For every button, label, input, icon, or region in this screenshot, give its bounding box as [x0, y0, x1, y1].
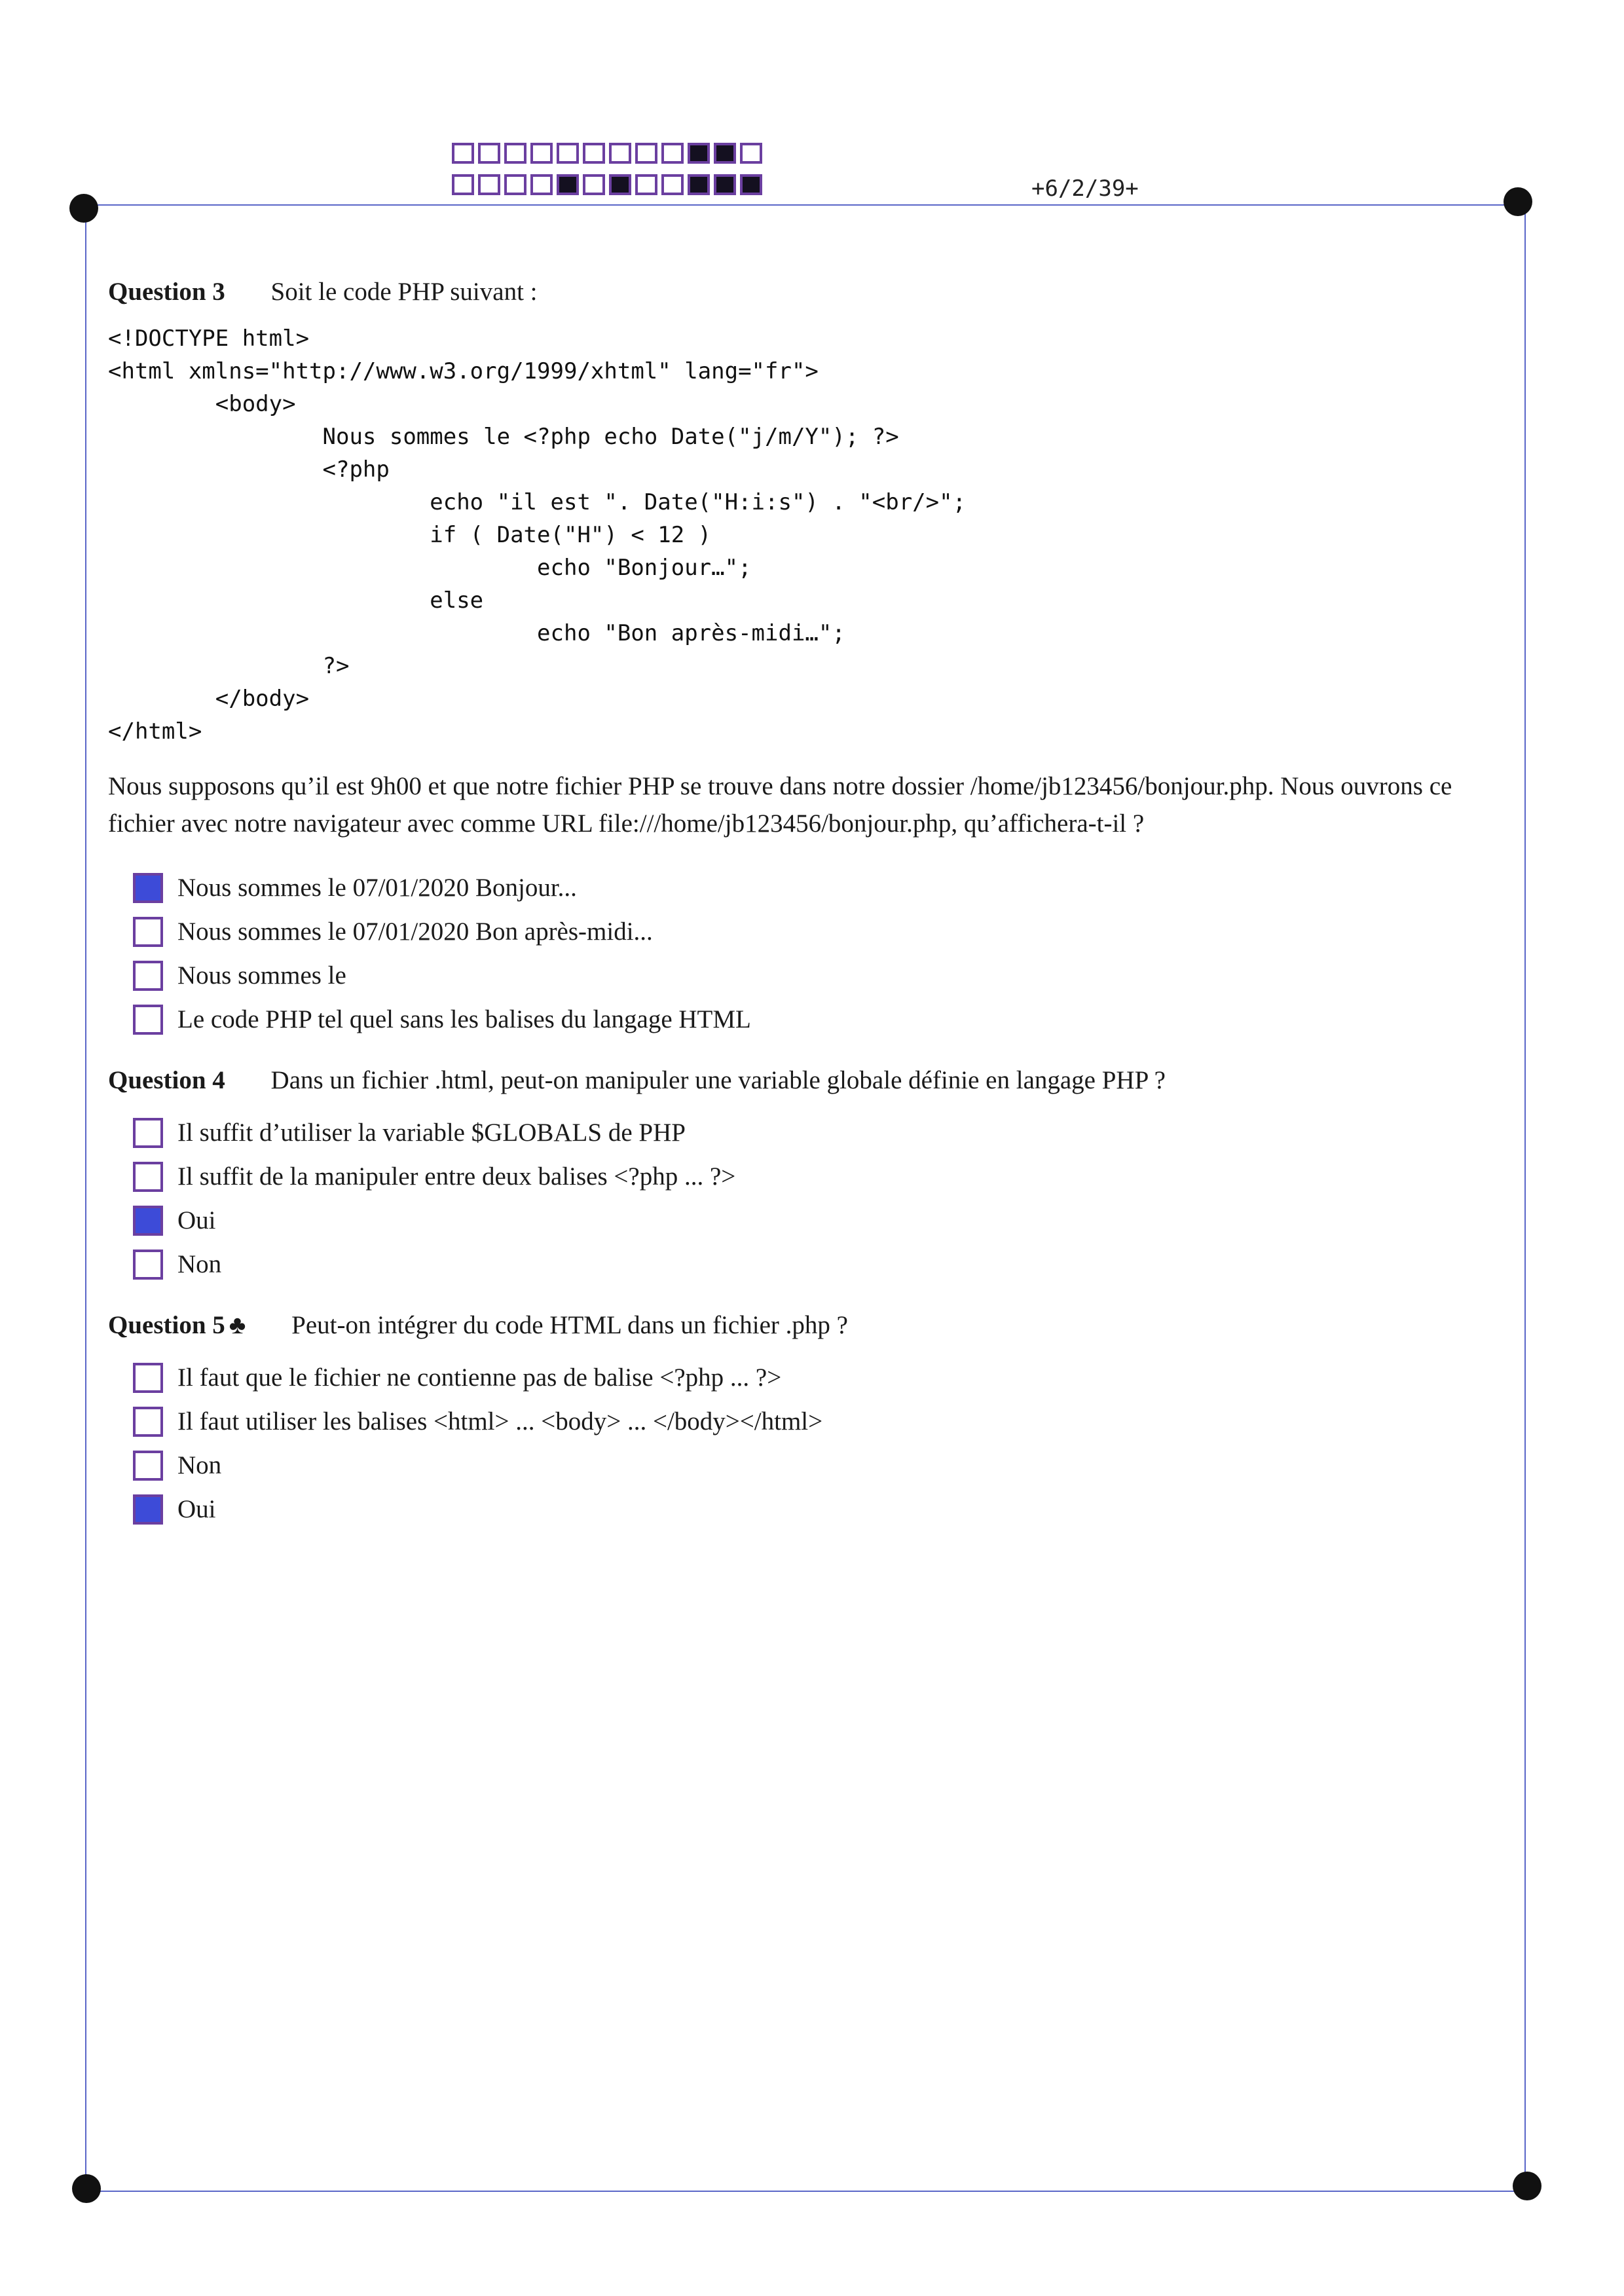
id-code-row-1	[452, 143, 766, 164]
answer-text: Non	[177, 1451, 222, 1479]
page-content	[108, 275, 1503, 1553]
id-box-filled	[714, 174, 736, 195]
answer-text: Il faut utiliser les balises <html> ... <body> ... </body></html>	[177, 1407, 823, 1435]
checkbox[interactable]	[133, 1451, 163, 1481]
answer-text: Nous sommes le	[177, 961, 346, 990]
answer-option[interactable]	[133, 954, 1503, 997]
id-box-empty	[478, 174, 500, 195]
id-box-empty	[530, 143, 553, 164]
id-box-empty	[504, 143, 526, 164]
answer-text: Il suffit de la manipuler entre deux balises <?php ... ?>	[177, 1162, 736, 1191]
answer-option[interactable]	[133, 1155, 1503, 1198]
question-5-prompt: Peut-on intégrer du code HTML dans un fichier .php ?	[291, 1311, 848, 1339]
answer-text: Nous sommes le 07/01/2020 Bonjour...	[177, 874, 577, 902]
id-box-filled	[557, 174, 579, 195]
question-5-header	[108, 1308, 1503, 1342]
id-box-empty	[740, 143, 762, 164]
answer-text: Oui	[177, 1495, 216, 1523]
answer-option[interactable]	[133, 910, 1503, 954]
page-identifier: +6/2/39+	[1031, 176, 1139, 202]
question-5-answers	[133, 1356, 1503, 1531]
id-box-empty	[661, 143, 684, 164]
answer-option[interactable]	[133, 866, 1503, 910]
id-box-empty	[609, 143, 631, 164]
question-4	[108, 1064, 1503, 1286]
id-box-filled	[688, 174, 710, 195]
answer-text: Il suffit d’utiliser la variable $GLOBALS de PHP	[177, 1119, 686, 1147]
checkbox[interactable]	[133, 1005, 163, 1035]
answer-option[interactable]	[133, 1111, 1503, 1155]
checkbox[interactable]	[133, 1250, 163, 1280]
question-5	[108, 1308, 1503, 1531]
corner-marker-bottom-left	[72, 2174, 101, 2203]
question-4-label: Question 4	[108, 1066, 225, 1094]
question-3-paragraph: Nous supposons qu’il est 9h00 et que notre fichier PHP se trouve dans notre dossier /home/jb123456/bonjour.php. Nous ouvrons ce fichier avec notre navigateur avec comme URL file:///home/jb123456/bonjour.php, qu’affichera-t-il ?	[108, 772, 1452, 838]
id-box-empty	[557, 143, 579, 164]
checkbox[interactable]	[133, 1118, 163, 1148]
club-icon: ♣	[229, 1311, 246, 1339]
id-box-filled	[609, 174, 631, 195]
answer-option[interactable]	[133, 997, 1503, 1041]
answer-text: Non	[177, 1250, 222, 1278]
question-4-header	[108, 1064, 1503, 1098]
question-4-prompt: Dans un fichier .html, peut-on manipuler une variable globale définie en langage PHP ?	[270, 1066, 1166, 1094]
answer-text: Le code PHP tel quel sans les balises du langage HTML	[177, 1005, 751, 1033]
id-box-empty	[504, 174, 526, 195]
checkbox-checked[interactable]	[133, 1206, 163, 1236]
id-box-empty	[635, 143, 657, 164]
corner-marker-top-left	[69, 194, 98, 223]
corner-marker-top-right	[1504, 187, 1532, 216]
id-box-empty	[530, 174, 553, 195]
answer-text: Nous sommes le 07/01/2020 Bon après-midi...	[177, 917, 653, 946]
checkbox-checked[interactable]	[133, 1494, 163, 1525]
id-box-filled	[740, 174, 762, 195]
answer-option[interactable]	[133, 1399, 1503, 1443]
question-3	[108, 275, 1503, 1041]
question-4-answers	[133, 1111, 1503, 1286]
checkbox[interactable]	[133, 1162, 163, 1192]
answer-text: Oui	[177, 1206, 216, 1234]
question-5-label-wrap	[108, 1308, 246, 1342]
id-box-filled	[714, 143, 736, 164]
checkbox-checked[interactable]	[133, 873, 163, 903]
question-3-prompt: Soit le code PHP suivant :	[270, 278, 538, 306]
corner-marker-bottom-right	[1513, 2172, 1541, 2200]
answer-option[interactable]	[133, 1198, 1503, 1242]
checkbox[interactable]	[133, 961, 163, 991]
id-box-empty	[635, 174, 657, 195]
question-5-label: Question 5	[108, 1311, 225, 1339]
id-code-row-2	[452, 174, 766, 195]
question-3-header	[108, 275, 1503, 309]
checkbox[interactable]	[133, 1363, 163, 1393]
checkbox[interactable]	[133, 917, 163, 947]
id-box-empty	[661, 174, 684, 195]
answer-option[interactable]	[133, 1487, 1503, 1531]
answer-text: Il faut que le fichier ne contienne pas de balise <?php ... ?>	[177, 1363, 782, 1392]
answer-option[interactable]	[133, 1443, 1503, 1487]
answer-option[interactable]	[133, 1356, 1503, 1399]
id-box-empty	[583, 143, 605, 164]
id-box-empty	[478, 143, 500, 164]
id-box-empty	[583, 174, 605, 195]
checkbox[interactable]	[133, 1407, 163, 1437]
question-3-answers	[133, 866, 1503, 1041]
id-box-filled	[688, 143, 710, 164]
answer-option[interactable]	[133, 1242, 1503, 1286]
php-code-block: <!DOCTYPE html> <html xmlns="http://www.w3.org/1999/xhtml" lang="fr"> <body> Nous sommes le <?php echo Date("j/m/Y"); ?> <?php echo "il est ". Date("H:i:s") . "<br/>"; if ( Date("H") < 12 ) echo "Bonjour…"; else echo "Bon après-midi…"; ?> </body> </html>	[108, 325, 967, 745]
question-3-label: Question 3	[108, 278, 225, 306]
id-box-empty	[452, 174, 474, 195]
id-box-empty	[452, 143, 474, 164]
